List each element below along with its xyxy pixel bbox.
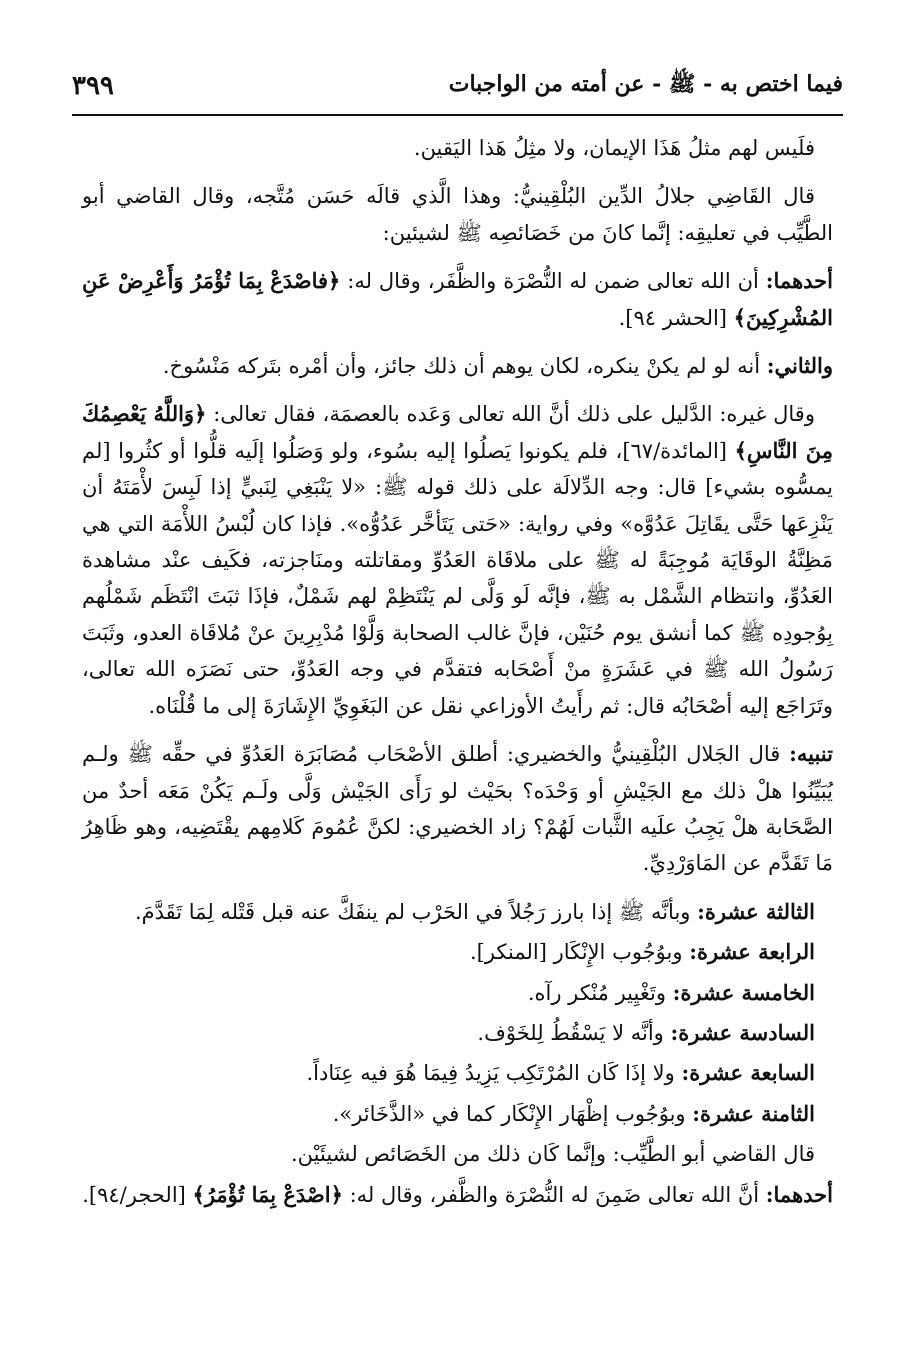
paragraph-text: وقال غيره: الدَّليل على ذلك أنَّ الله تعالى وَعَده بالعصمَة، فقال تعالى: [206,402,815,427]
paragraph-text: أنَّ الله تعالى ضَمِنَ له النُّصْرَة والظَّفر، وقال له: [342,1182,766,1207]
paragraph [82,130,833,166]
paragraph-text: فلَيس لهم مثلُ هَذَا الإيمان، ولا مثِلُ هَذا اليَقين. [413,136,815,160]
list-item-text: وأنَّه لا يَسْقُطُ لِلخَوْف. [477,1020,671,1045]
list-item [82,975,833,1011]
list-item [82,894,833,930]
paragraph [82,1177,833,1213]
paragraph-text: قال القَاضِي جلالُ الدِّين البُلْقِينيُّ: وهذا الَّذي قالَه حَسَن مُتَّجه، وقال القاضي أبو الطَّيِّب في تعليقِه: إنَّما كانَ من خَصَائصِه ﷺ لشيئين: [82,184,833,245]
paragraph-lead: والثاني: [766,353,833,379]
list-item [82,1055,833,1091]
list-item [82,1096,833,1132]
quran-quote: ﴿وَاللَّهُ يَعْصِمُكَ مِنَ النَّاسِ﴾ [82,401,833,463]
paragraph [82,178,833,251]
list-item [82,1015,833,1051]
list-item-lead: الثامنة عشرة: [692,1100,815,1126]
citation: [الحشر ٩٤]. [618,305,734,330]
list-item-lead: الخامسة عشرة: [672,979,815,1005]
list-item-lead: السابعة عشرة: [681,1060,815,1086]
list-item [82,934,833,970]
body-text [82,130,833,1225]
list-item-text: وبوُجُوب إظْهَار الإِنْكَار كما في «الذَّخَائر». [332,1101,693,1126]
paragraph-lead: تنبيه: [789,741,833,767]
page-header [72,62,843,110]
paragraph [82,263,833,336]
paragraph-text: قال الجَلال البُلْقِينيُّ والخضيري: أطلق الأصْحَاب مُصَابَرَة العَدُوِّ في حقِّه ﷺ ولـم يُبَيِّنُوا هلْ ذلك مع الجَيْشِ أو وَحْدَه؟ بحَيْث لو رَأَى الجَيْش وَلَّى ولَـم يَكُنْ مَعَه أحدٌ من الصَّحَابة هلْ يَجِبُ علَيه الثَّبات لَهُمْ؟ زاد الخضيري: لكنَّ عُمُومَ كَلامِهم يقْتَضِيه، وهو ظَاهِرُ مَا تَقَدَّم عن المَاوَرْدِيِّ. [82,742,833,876]
paragraph-text: [المائدة/٦٧]، فلم يكونوا يَصلُوا إليه بسُوء، ولو وَصَلُوا إلَيه قلُّوا أو كثُروا [لم يمسُّوه بشيء] قال: وجه الدِّلالَة على ذلك قوله ﷺ: «لا يَنْبَغِي لِنَبيٍّ إذا لَبِسَ لأْمَتَهُ أن يَنْزِعَها حَتَّى يقَاتِلَ عَدُوَّه» وفي رواية: «حَتى يَتَأخَّر عَدُوُّه». فإذا كان لُبْسُ اللأْمَة التي هي مَظِنَّةُ الوقَايَة مُوجِبَةً له ﷺ على ملاقَاة العَدُوِّ ومقاتلته ومنَاجزته، فكَيف عنْد مشاهدة العَدُوِّ، وانتظام الشَّمْل به ﷺ، فإنَّه لَو وَلَّى لم يَنْتَظِمْ لهم شَمْلٌ، فإذَا ثبَتَ انْتَظَم شَمْلُهم بِوُجودِه ﷺ كما أنشق يوم حُنَيْن، فإنَّ غالب الصحابة وَلَّوْا مُدْبِرِينَ عنْ مُلاقَاة العدو، وثَبَتَ رَسُولُ الله ﷺ في عَشَرَةٍ منْ أَصْحَابه فتقدَّم في وجه العَدُوِّ، حتى نَصَرَه الله تعالى، وتَرَاجَع إليه أصْحَابُه قال: ثم رأَيتُ الأوزاعي نقل عن البَغَوِيِّ الإِشَارَةَ إلى ما قُلْنَاه. [82,438,833,718]
quran-quote: ﴿اصْدَعْ بِمَا تُؤْمَرُ﴾ [192,1181,343,1207]
list-item-text: وتَغْيِير مُنْكر رآه. [527,980,673,1005]
list-item-lead: الرابعة عشرة: [689,939,815,965]
header-rule [72,114,843,116]
page-number: ٣٩٩ [72,71,114,101]
citation: [الحجر/٩٤]. [82,1182,193,1207]
paragraph-lead: أحدهما: [765,1181,833,1207]
quran-quote: ﴿فاصْدَعْ بِمَا تُؤْمَرُ وَأَعْرِضْ عَنِ المُشْرِكِينَ﴾ [82,268,833,330]
list-item-lead: الثالثة عشرة: [697,898,815,924]
paragraph [82,1136,833,1172]
paragraph [82,348,833,384]
list-item-lead: السادسة عشرة: [670,1019,815,1045]
paragraph-text: أنه لو لم يكنْ ينكره، لكان يوهم أن ذلك جائز، وأن أمْره بتَركه مَنْسُوخ. [162,354,767,379]
list-item-text: ولا إذَا كَان المُرْتَكِب يَزِيدُ فِيمَا هُوَ فيه عِنَاداً. [306,1061,682,1086]
running-title: فيما اختص به - ﷺ - عن أمته من الواجبات [448,71,843,97]
paragraph-text: أن الله تعالى ضمن له النُّصْرَة والظَّفَر، وقال له: [340,269,766,294]
list-item-text: وبأنَّه ﷺ إذا بارز رَجُلاً في الحَرْب لم ينفَكَّ عنه قبل قَتْله لِمَا تَقَدَّمَ. [134,899,698,924]
paragraph-text: قال القاضي أبو الطَّيِّب: وإنَّما كَان ذلك من الخَصَائص لشيئَيْن. [290,1142,815,1167]
paragraph [82,736,833,882]
list-item-text: وبوُجُوب الإِنْكَار [المنكر]. [469,940,690,965]
paragraph [82,396,833,724]
paragraph-lead: أحدهما: [765,268,834,294]
